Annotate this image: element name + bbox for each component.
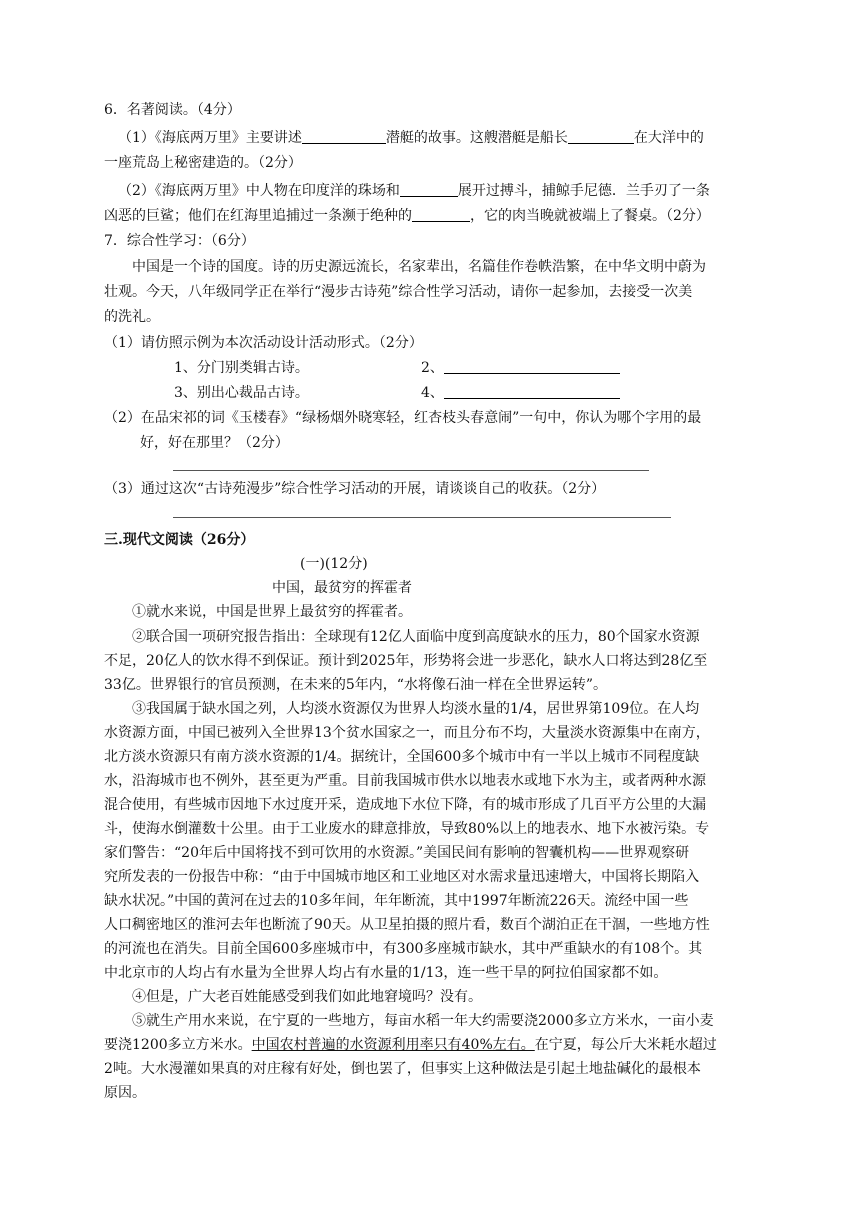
- q7-sub2-line2: 好，好在那里？（2分）: [140, 435, 289, 451]
- section3-heading: 三.现代文阅读（26分）: [104, 532, 255, 548]
- q6-part2-line1: （2）《海底两万里》中人物在印度洋的珠场和 展开过搏斗，捕鲸手尼德．兰手刃了一条: [118, 183, 710, 199]
- paragraph-5-line2: 要浇1200多立方米水。中国农村普遍的水资源利用率只有40%左右。在宁夏，每公斤大米耗水超过: [104, 1037, 717, 1053]
- q6-part1-line2: 一座荒岛上秘密建造的。（2分）: [104, 155, 302, 171]
- q7-sub1: （1）请仿照示例为本次活动设计活动形式。（2分）: [104, 335, 423, 351]
- q7-form-example-3: 3、别出心裁品古诗。: [174, 385, 309, 401]
- underlined-key-sentence: 中国农村普遍的水资源利用率只有40%左右。: [251, 1037, 535, 1053]
- answer-line-sub2[interactable]: [173, 470, 649, 471]
- q7-intro-line2: 壮观。今天，八年级同学正在举行“漫步古诗苑”综合性学习活动，请你一起参加，去接受一次美: [104, 284, 693, 300]
- paragraph-3-line2: 水资源方面，中国已被列入全世界13个贫水国家之一，而且分布不均，大量淡水资源集中在南方，: [104, 725, 710, 741]
- paragraph-5-line3: 2吨。大水漫灌如果真的对庄稼有好处，倒也罢了，但事实上这种做法是引起土地盐碱化的最根本: [104, 1061, 701, 1077]
- paragraph-3-line12: 中北京市的人均占有水量为全世界人均占有水量的1/13，连一些干旱的阿拉伯国家都不如。: [104, 965, 668, 981]
- answer-blank-submarine[interactable]: [302, 129, 386, 144]
- answer-blank-opponent[interactable]: [400, 182, 458, 197]
- answer-blank-form-2[interactable]: [444, 359, 620, 374]
- paragraph-5-line4: 原因。: [104, 1085, 146, 1101]
- answer-blank-form-4[interactable]: [444, 384, 620, 399]
- q6-part2-line2: 凶恶的巨鲨；他们在红海里追捕过一条濒于绝种的 ，它的肉当晚就被端上了餐桌。（2分）: [104, 208, 710, 224]
- q7-form-answer-2: 2、: [421, 358, 620, 378]
- q7-intro-line3: 的洗礼。: [104, 309, 160, 325]
- answer-line-sub3[interactable]: [173, 517, 671, 518]
- paragraph-3-line11: 的河流也在消失。目前全国600多座城市中，有300多座城市缺水，其中严重缺水的有108个。其: [104, 941, 703, 957]
- paragraph-3-line7: 家们警告：“20年后中国将找不到可饮用的水资源。”美国民间有影响的智囊机构——世界观察研: [104, 845, 690, 861]
- answer-blank-captain[interactable]: [568, 129, 634, 144]
- paragraph-2-line2: 不足，20亿人的饮水得不到保证。预计到2025年，形势将会进一步恶化，缺水人口将达到28亿至: [104, 653, 708, 669]
- q7-sub3: （3）通过这次“古诗苑漫步”综合性学习活动的开展，请谈谈自己的收获。（2分）: [104, 481, 606, 497]
- paragraph-3-line1: ③我国属于缺水国之列，人均淡水资源仅为世界人均淡水量的1/4，居世界第109位。在人均: [132, 701, 700, 717]
- article-title: 中国，最贫穷的挥霍者: [272, 580, 412, 596]
- paragraph-3-line4: 水，沿海城市也不例外，甚至更为严重。目前我国城市供水以地表水或地下水为主，或者两种水源: [104, 773, 706, 789]
- q7-title: 7．综合性学习：（6分）: [104, 233, 255, 249]
- section3-part-label: (一)(12分): [300, 556, 368, 572]
- q7-sub2-line1: （2）在品宋祁的词《玉楼春》“绿杨烟外晓寒轻，红杏枝头春意闹”一句中，你认为哪个字用的最: [104, 410, 702, 426]
- q7-form-example-1: 1、分门别类辑古诗。: [174, 360, 309, 376]
- q7-intro-line1: 中国是一个诗的国度。诗的历史源远流长，名家辈出，名篇佳作卷帙浩繁，在中华文明中蔚为: [132, 259, 706, 275]
- q6-part1-line1: （1）《海底两万里》主要讲述 潜艇的故事。这艘潜艇是船长 在大洋中的: [118, 130, 704, 146]
- paragraph-3-line10: 人口稠密地区的淮河去年也断流了90天。从卫星拍摄的照片看，数百个湖泊正在干涸，一些地方性: [104, 917, 710, 933]
- paragraph-2-line1: ②联合国一项研究报告指出：全球现有12亿人面临中度到高度缺水的压力，80个国家水资源: [132, 629, 700, 645]
- paragraph-3-line3: 北方淡水资源只有南方淡水资源的1/4。据统计，全国600多个城市中有一半以上城市不同程度缺: [104, 749, 700, 765]
- paragraph-3-line9: 缺水状况。”中国的黄河在过去的10多年间，年年断流，其中1997年断流226天。流经中国一些: [104, 893, 689, 909]
- paragraph-3-line8: 究所发表的一份报告中称：“由于中国城市地区和工业地区对水需求量迅速增大，中国将长期陷入: [104, 869, 700, 885]
- paragraph-4: ④但是，广大老百姓能感受到我们如此地窘境吗？没有。: [132, 989, 482, 1005]
- paragraph-3-line5: 混合使用，有些城市因地下水过度开采，造成地下水位下降，有的城市形成了几百平方公里的大漏: [104, 797, 706, 813]
- q6-title: 6．名著阅读。（4分）: [104, 102, 241, 118]
- paragraph-2-line3: 33亿。世界银行的官员预测，在未来的5年内，“水将像石油一样在全世界运转”。: [104, 677, 608, 693]
- answer-blank-species[interactable]: [412, 207, 470, 222]
- paragraph-5-line1: ⑤就生产用水来说，在宁夏的一些地方，每亩水稻一年大约需要浇2000多立方米水，一亩小麦: [132, 1013, 714, 1029]
- q7-form-answer-4: 4、: [421, 383, 620, 403]
- paragraph-1: ①就水来说，中国是世界上最贫穷的挥霍者。: [132, 604, 412, 620]
- paragraph-3-line6: 斗，使海水倒灌数十公里。由于工业废水的肆意排放，导致80%以上的地表水、地下水被污染。专: [104, 821, 710, 837]
